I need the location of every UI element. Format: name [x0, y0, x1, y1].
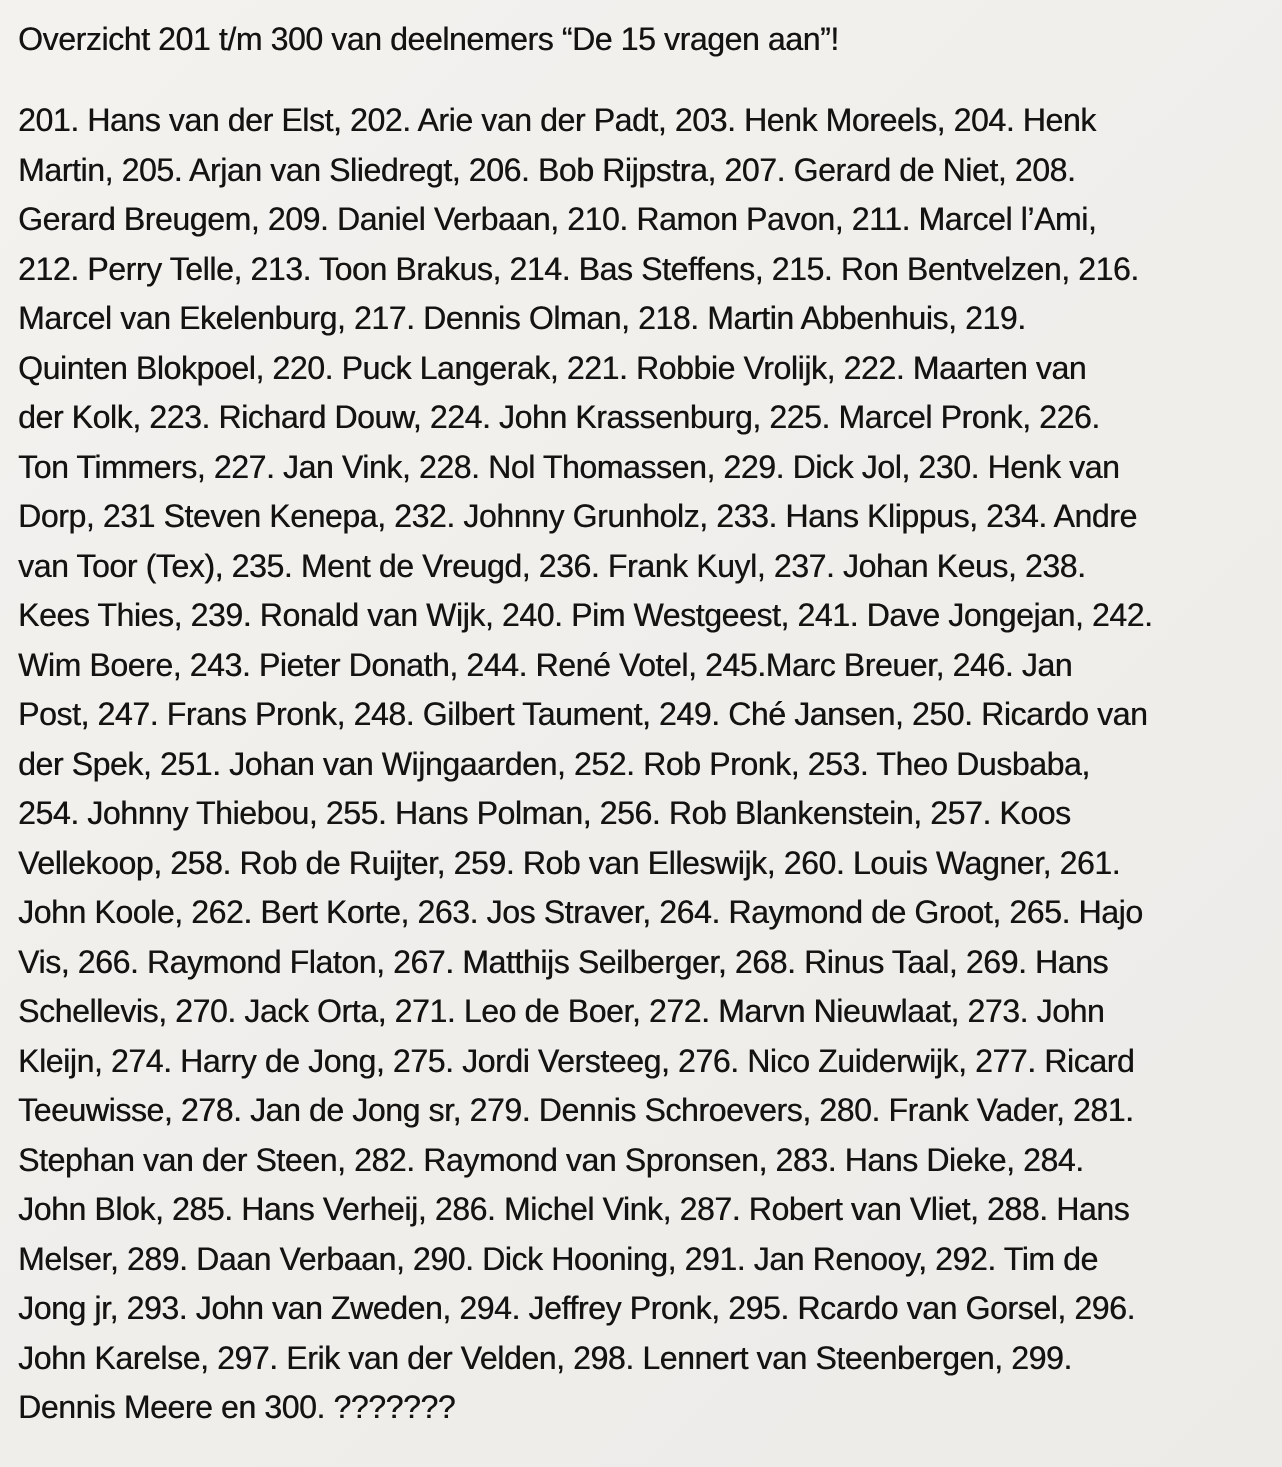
- list-line: Kees Thies, 239. Ronald van Wijk, 240. Pim Westgeest, 241. Dave Jongejan, 242.: [18, 597, 1153, 633]
- list-line: Martin, 205. Arjan van Sliedregt, 206. Bob Rijpstra, 207. Gerard de Niet, 208.: [18, 151, 1076, 188]
- list-line: Jong jr, 293. John van Zweden, 294. Jeffrey Pronk, 295. Rcardo van Gorsel, 296.: [18, 1290, 1135, 1326]
- list-line: Vis, 266. Raymond Flaton, 267. Matthijs Seilberger, 268. Rinus Taal, 269. Hans: [18, 943, 1109, 980]
- list-line: Stephan van der Steen, 282. Raymond van Spronsen, 283. Hans Dieke, 284.: [18, 1141, 1084, 1178]
- list-line: John Koole, 262. Bert Korte, 263. Jos Straver, 264. Raymond de Groot, 265. Hajo: [18, 894, 1143, 930]
- list-line: John Blok, 285. Hans Verheij, 286. Michel Vink, 287. Robert van Vliet, 288. Hans: [18, 1191, 1130, 1227]
- list-line: 254. Johnny Thiebou, 255. Hans Polman, 256. Rob Blankenstein, 257. Koos: [18, 795, 1071, 831]
- list-line: Melser, 289. Daan Verbaan, 290. Dick Hooning, 291. Jan Renooy, 292. Tim de: [18, 1240, 1098, 1277]
- list-line: Vellekoop, 258. Rob de Ruijter, 259. Rob van Elleswijk, 260. Louis Wagner, 261.: [18, 844, 1121, 881]
- list-line: Ton Timmers, 227. Jan Vink, 228. Nol Thomassen, 229. Dick Jol, 230. Henk van: [18, 448, 1120, 485]
- list-line: der Kolk, 223. Richard Douw, 224. John Krassenburg, 225. Marcel Pronk, 226.: [18, 399, 1100, 435]
- participants-list: [18, 96, 1262, 1433]
- list-line: Schellevis, 270. Jack Orta, 271. Leo de Boer, 272. Marvn Nieuwlaat, 273. John: [18, 993, 1105, 1029]
- list-line: Dorp, 231 Steven Kenepa, 232. Johnny Grunholz, 233. Hans Klippus, 234. Andre: [18, 498, 1137, 534]
- list-line: van Toor (Tex), 235. Ment de Vreugd, 236. Frank Kuyl, 237. Johan Keus, 238.: [18, 547, 1086, 584]
- list-line: Wim Boere, 243. Pieter Donath, 244. René Votel, 245.Marc Breuer, 246. Jan: [18, 646, 1073, 683]
- list-line: 201. Hans van der Elst, 202. Arie van der Padt, 203. Henk Moreels, 204. Henk: [18, 102, 1096, 138]
- list-line: Marcel van Ekelenburg, 217. Dennis Olman, 218. Martin Abbenhuis, 219.: [18, 300, 1026, 336]
- list-line: Kleijn, 274. Harry de Jong, 275. Jordi Versteeg, 276. Nico Zuiderwijk, 277. Ricard: [18, 1042, 1135, 1079]
- list-line: 212. Perry Telle, 213. Toon Brakus, 214. Bas Steffens, 215. Ron Bentvelzen, 216.: [18, 250, 1139, 287]
- page-title: Overzicht 201 t/m 300 van deelnemers “De 15 vragen aan”!: [18, 21, 839, 57]
- list-line: der Spek, 251. Johan van Wijngaarden, 252. Rob Pronk, 253. Theo Dusbaba,: [18, 745, 1090, 782]
- list-line: Gerard Breugem, 209. Daniel Verbaan, 210. Ramon Pavon, 211. Marcel l’Ami,: [18, 201, 1097, 237]
- list-line: John Karelse, 297. Erik van der Velden, 298. Lennert van Steenbergen, 299.: [18, 1339, 1072, 1376]
- list-line: Teeuwisse, 278. Jan de Jong sr, 279. Dennis Schroevers, 280. Frank Vader, 281.: [18, 1092, 1134, 1128]
- list-line: Quinten Blokpoel, 220. Puck Langerak, 221. Robbie Vrolijk, 222. Maarten van: [18, 349, 1087, 386]
- list-line: Post, 247. Frans Pronk, 248. Gilbert Taument, 249. Ché Jansen, 250. Ricardo van: [18, 696, 1148, 732]
- list-line: Dennis Meere en 300. ???????: [18, 1389, 456, 1425]
